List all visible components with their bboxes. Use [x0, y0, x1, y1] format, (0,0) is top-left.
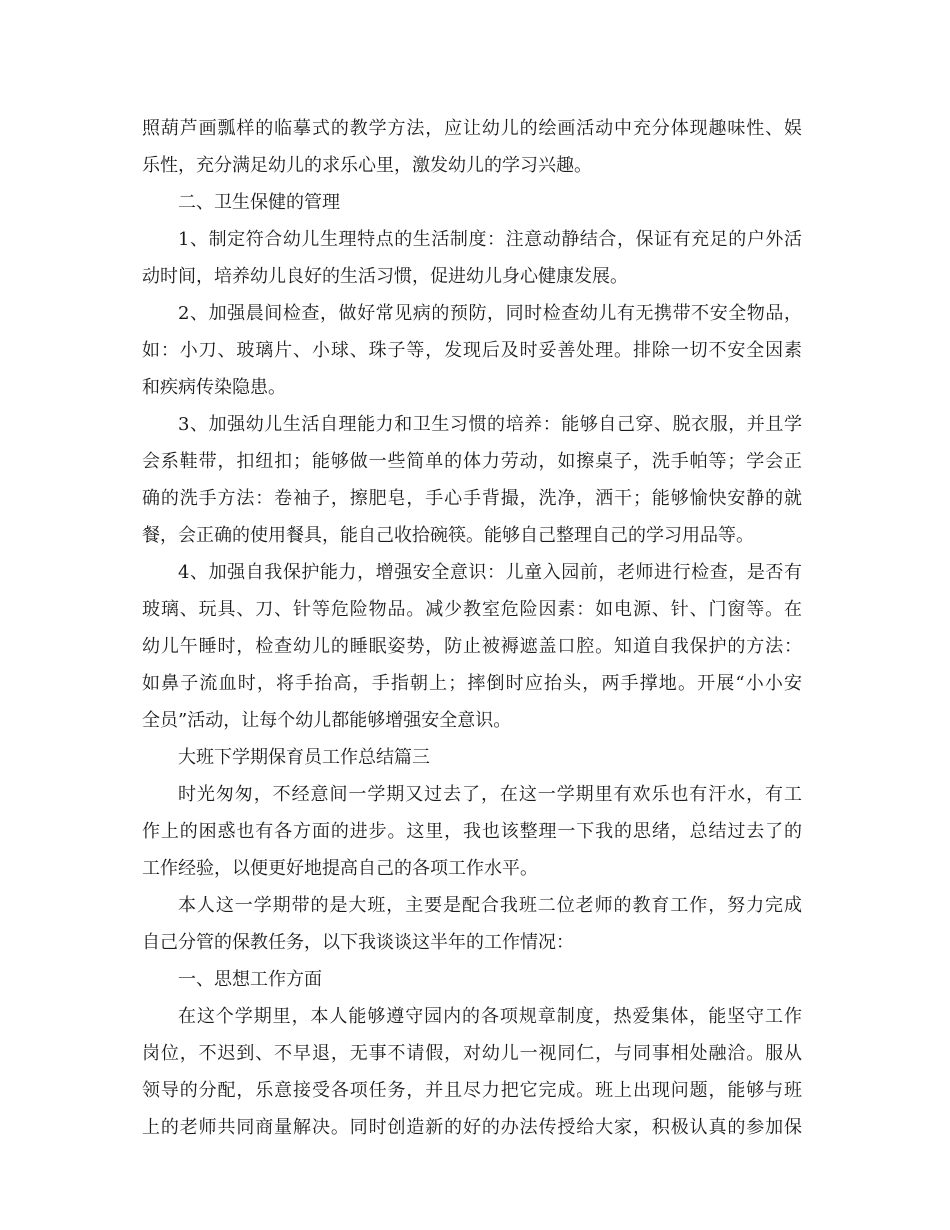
text-line: 在这个学期里，本人能够遵守园内的各项规章制度，热爱集体，能坚守工作: [178, 1006, 802, 1027]
text-line: 餐，会正确的使用餐具，能自己收拾碗筷。能够自己整理自己的学习用品等。: [142, 525, 754, 546]
text-line: 工作经验，以便更好地提高自己的各项工作水平。: [142, 858, 538, 879]
text-line: 如鼻子流血时，将手抬高，手指朝上；摔倒时应抬头，两手撑地。开展“小小安: [142, 673, 802, 694]
text-line: 上的老师共同商量解决。同时创造新的好的办法传授给大家，积极认真的参加保: [142, 1117, 802, 1138]
text-line: 自己分管的保教任务，以下我谈谈这半年的工作情况：: [142, 932, 574, 953]
text-line: 和疾病传染隐患。: [142, 377, 286, 398]
text-line: 照葫芦画瓢样的临摹式的教学方法，应让幼儿的绘画活动中充分体现趣味性、娱: [142, 118, 802, 139]
text-line: 本人这一学期带的是大班，主要是配合我班二位老师的教育工作，努力完成: [178, 895, 802, 916]
text-line: 动时间，培养幼儿良好的生活习惯，促进幼儿身心健康发展。: [142, 266, 628, 287]
text-line: 全员”活动，让每个幼儿都能够增强安全意识。: [142, 710, 512, 731]
text-line: 领导的分配，乐意接受各项任务，并且尽力把它完成。班上出现问题，能够与班: [142, 1080, 802, 1101]
text-line: 大班下学期保育员工作总结篇三: [178, 747, 430, 768]
text-line: 一、思想工作方面: [178, 969, 322, 990]
document-body: [142, 110, 802, 1146]
text-line: 玻璃、玩具、刀、针等危险物品。减少教室危险因素：如电源、针、门窗等。在: [142, 599, 802, 620]
text-line: 2、加强晨间检查，做好常见病的预防，同时检查幼儿有无携带不安全物品，: [178, 303, 802, 324]
text-line: 作上的困惑也有各方面的进步。这里，我也该整理一下我的思绪，总结过去了的: [142, 821, 802, 842]
text-line: 时光匆匆，不经意间一学期又过去了，在这一学期里有欢乐也有汗水，有工: [178, 784, 802, 805]
text-line: 会系鞋带，扣纽扣；能够做一些简单的体力劳动，如擦桌子，洗手帕等；学会正: [142, 451, 802, 472]
text-line: 1、制定符合幼儿生理特点的生活制度：注意动静结合，保证有充足的户外活: [178, 229, 802, 250]
text-line: 幼儿午睡时，检查幼儿的睡眠姿势，防止被褥遮盖口腔。知道自我保护的方法：: [142, 636, 802, 657]
text-line: 二、卫生保健的管理: [178, 192, 340, 213]
text-line: 岗位，不迟到、不早退，无事不请假，对幼儿一视同仁，与同事相处融洽。服从: [142, 1043, 802, 1064]
text-line: 4、加强自我保护能力，增强安全意识：儿童入园前，老师进行检查，是否有: [178, 562, 802, 583]
text-line: 确的洗手方法：卷袖子，擦肥皂，手心手背撮，洗净，洒干；能够愉快安静的就: [142, 488, 802, 509]
text-line: 3、加强幼儿生活自理能力和卫生习惯的培养：能够自己穿、脱衣服，并且学: [178, 414, 802, 435]
text-line: 如：小刀、玻璃片、小球、珠子等，发现后及时妥善处理。排除一切不安全因素: [142, 340, 802, 361]
text-line: 乐性，充分满足幼儿的求乐心里，激发幼儿的学习兴趣。: [142, 155, 592, 176]
